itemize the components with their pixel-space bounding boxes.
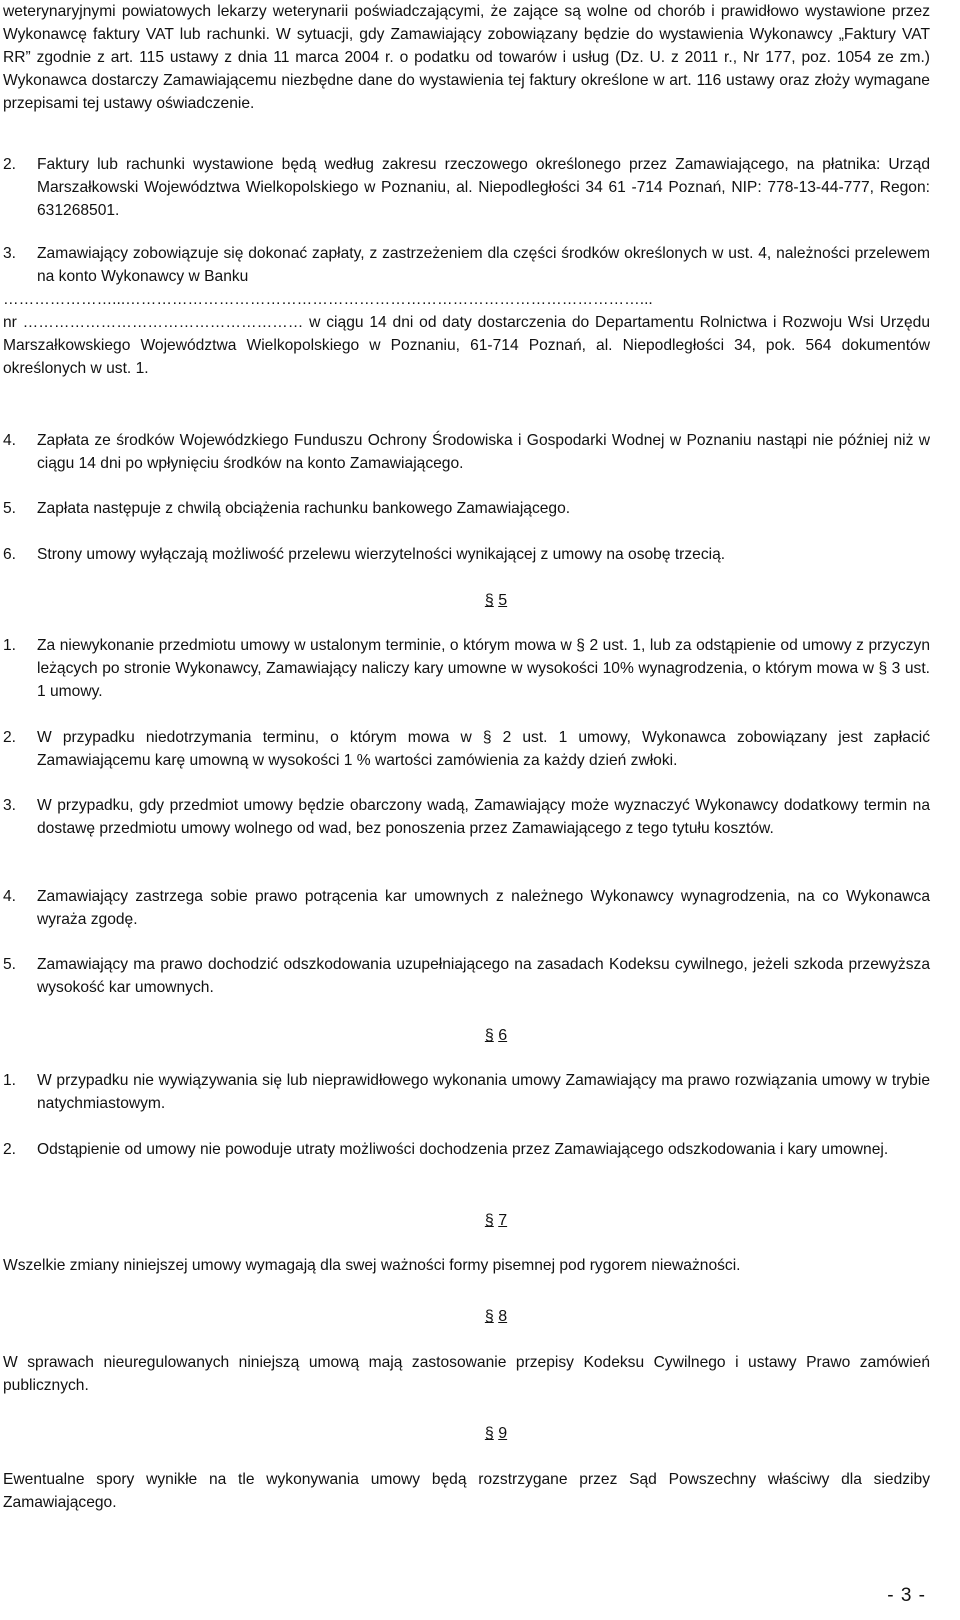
paragraph-mark: § — [484, 1425, 494, 1442]
item-number: 5. — [3, 500, 17, 517]
bank-name-blank: …………………...………………………………………………………………………………………... — [3, 291, 653, 308]
item-number: 2. — [3, 1141, 17, 1158]
item-text: Zamawiający zastrzega sobie prawo potrącenia kar umownych z należnego Wykonawcy wynagrodzenia, na co Wykonawca wyraża zgodę. — [37, 888, 930, 928]
section-heading-5 — [466, 589, 526, 612]
item-number: 5. — [3, 956, 17, 973]
section-heading-9 — [466, 1422, 526, 1445]
intro-paragraph: weterynaryjnymi powiatowych lekarzy weterynarii poświadczającymi, że zające są wolne od chorób i prawidłowo wystawione przez Wykonawcę faktury VAT lub rachunki. W sytuacji, gdy Zamawiający zobowiązany będzie do wystawienia Wykonawcy „Faktury VAT RR” zgodnie z art. 115 ustawy z dnia 11 marca 2004 r. o podatku od towarów i usług (Dz. U. z 2011 r., Nr 177, poz. 1054 ze zm.) Wykonawca dostarczy Zamawiającemu niezbędne dane do wystawienia tej faktury określone w art. 116 ustawy oraz złoży wymagane przepisami tej ustawy oświadczenie. — [3, 3, 930, 112]
item-text: Zapłata następuje z chwilą obciążenia rachunku bankowego Zamawiającego. — [37, 500, 571, 517]
section-heading-8 — [466, 1305, 526, 1328]
paragraph-mark: § — [484, 1212, 494, 1229]
item-text: W przypadku nie wywiązywania się lub nieprawidłowego wykonania umowy Zamawiający ma prawo rozwiązania umowy w trybie natychmiastowym. — [37, 1072, 930, 1112]
item-text: W przypadku, gdy przedmiot umowy będzie obarczony wadą, Zamawiający może wyznaczyć Wykonawcy dodatkowy termin na dostawę przedmiotu umowy wolnego od wad, bez ponoszenia przez Zamawiającego z tego tytułu kosztów. — [37, 797, 930, 837]
item-text: Zapłata ze środków Wojewódzkiego Funduszu Ochrony Środowiska i Gospodarki Wodnej w Poznaniu nastąpi nie później niż w ciągu 14 dni po wpłynięciu środków na konto Zamawiającego. — [37, 432, 930, 472]
s6-item-1 — [3, 1069, 930, 1115]
item-number: 2. — [3, 729, 17, 746]
item-number: 2. — [3, 156, 17, 173]
s9-text: Ewentualne spory wynikłe na tle wykonywania umowy będą rozstrzygane przez Sąd Powszechny właściwy dla siedziby Zamawiającego. — [3, 1471, 930, 1511]
item-text: Zamawiający ma prawo dochodzić odszkodowania uzupełniającego na zasadach Kodeksu cywilnego, jeżeli szkoda przewyższa wysokość kar umownych. — [37, 956, 930, 996]
item-text: Odstąpienie od umowy nie powoduje utraty możliwości dochodzenia przez Zamawiającego odszkodowania i kary umownej. — [37, 1141, 889, 1158]
item-text-continued: nr ……………………………………………… w ciągu 14 dni od daty dostarczenia do Departamentu Rolnictwa i Rozwoju Wsi Urzędu Marszałkowskiego Województwa Wielkopolskiego w Poznaniu, 61-714 Poznań, al. Niepodległości 34, pok. 564 dokumentów określonych w ust. 1. — [3, 314, 930, 377]
section-number: 8 — [498, 1308, 508, 1325]
section-heading-7 — [466, 1209, 526, 1232]
s8-text: W sprawach nieuregulowanych niniejszą umową mają zastosowanie przepisy Kodeksu Cywilnego i ustawy Prawo zamówień publicznych. — [3, 1354, 930, 1394]
item-text: Faktury lub rachunki wystawione będą według zakresu rzeczowego określonego przez Zamawiającego, na płatnika: Urząd Marszałkowski Województwa Wielkopolskiego w Poznaniu, al. Niepodległości 34 61 -714 Poznań, NIP: 778-13-44-777, Regon: 631268501. — [37, 156, 930, 219]
s4-item-5 — [3, 497, 930, 520]
s4-item-3 — [3, 242, 930, 380]
section-number: 9 — [498, 1425, 508, 1442]
section-heading-6 — [466, 1024, 526, 1047]
item-number: 4. — [3, 432, 17, 449]
section-number: 7 — [498, 1212, 508, 1229]
s4-item-4 — [3, 429, 930, 475]
item-number: 1. — [3, 1072, 17, 1089]
s7-text: Wszelkie zmiany niniejszej umowy wymagają dla swej ważności formy pisemnej pod rygorem nieważności. — [3, 1257, 741, 1274]
s4-item-2 — [3, 153, 930, 222]
s5-item-2 — [3, 726, 930, 772]
item-number: 3. — [3, 797, 17, 814]
paragraph-mark: § — [484, 592, 494, 609]
item-number: 4. — [3, 888, 17, 905]
s5-item-1 — [3, 634, 930, 703]
s5-item-4 — [3, 885, 930, 931]
section-number: 6 — [498, 1027, 508, 1044]
item-text: Strony umowy wyłączają możliwość przelewu wierzytelności wynikającej z umowy na osobę trzecią. — [37, 546, 726, 563]
s5-item-3 — [3, 794, 930, 840]
item-text: Za niewykonanie przedmiotu umowy w ustalonym terminie, o którym mowa w § 2 ust. 1, lub za odstąpienie od umowy z przyczyn leżących po stronie Wykonawcy, Zamawiający naliczy kary umowne w wysokości 10% wynagrodzenia, o którym mowa w § 3 ust. 1 umowy. — [37, 637, 930, 700]
s4-item-6 — [3, 543, 930, 566]
s5-item-5 — [3, 953, 930, 999]
item-number: 6. — [3, 546, 17, 563]
paragraph-mark: § — [484, 1308, 494, 1325]
page-number: - 3 - — [887, 1585, 926, 1606]
section-number: 5 — [498, 592, 508, 609]
s6-item-2 — [3, 1138, 930, 1161]
item-text: W przypadku niedotrzymania terminu, o którym mowa w § 2 ust. 1 umowy, Wykonawca zobowiązany jest zapłacić Zamawiającemu karę umowną w wysokości 1 % wartości zamówienia za każdy dzień zwłoki. — [37, 729, 930, 769]
item-number: 1. — [3, 637, 17, 654]
item-number: 3. — [3, 245, 17, 262]
paragraph-mark: § — [484, 1027, 494, 1044]
item-text: Zamawiający zobowiązuje się dokonać zapłaty, z zastrzeżeniem dla części środków określonych w ust. 4, należności przelewem na konto Wykonawcy w Banku — [37, 245, 930, 285]
